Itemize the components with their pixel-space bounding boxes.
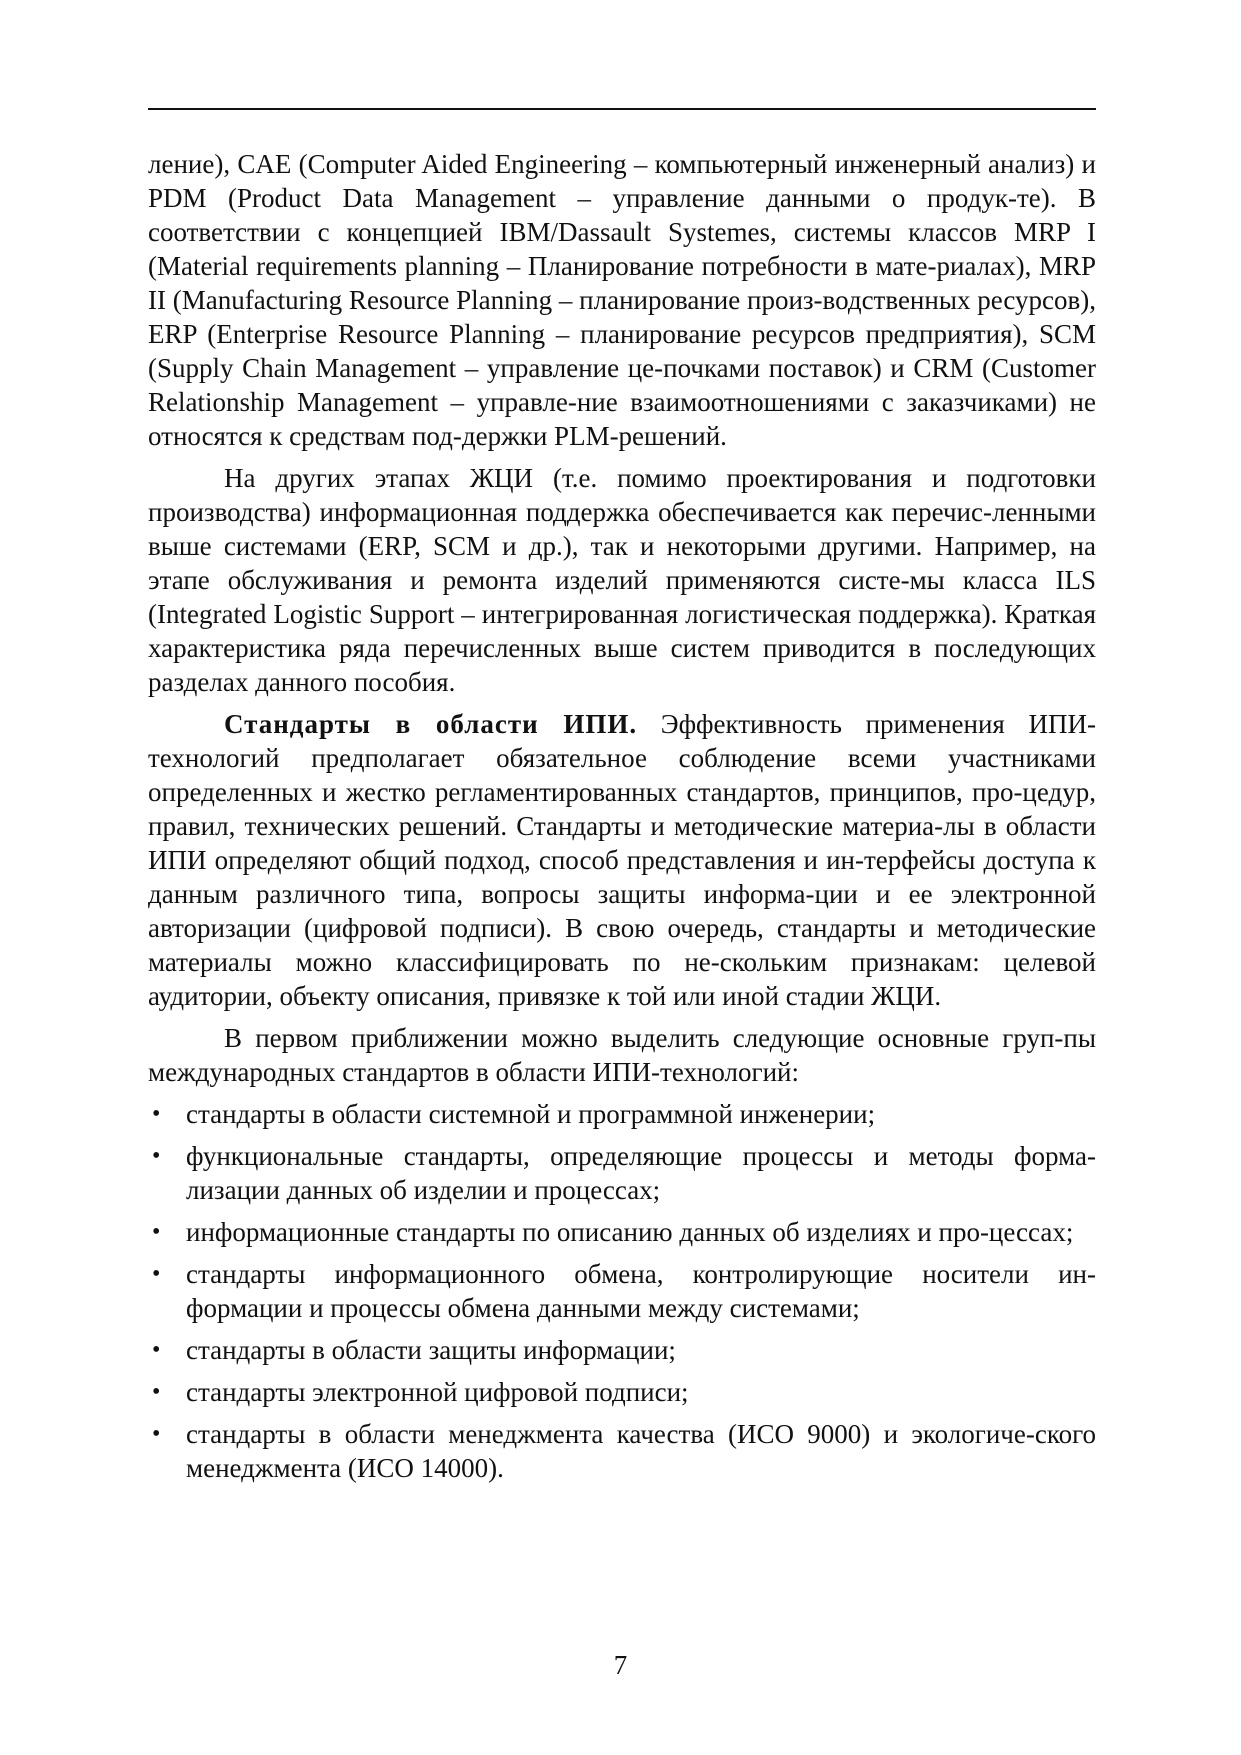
page-number: 7: [613, 1650, 628, 1680]
paragraph-systems-continued: ление), CAE (Computer Aided Engineering – компьютерный инженерный анализ) и PDM (Product Data Management – управление данными о продук-те). В соответствии с концепцией IBM/Dassault Systemes, системы классов MRP I (Material requirements planning – Планирование потребности в мате-риалах), MRP II (Manufacturing Resource Planning – планирование произ-водственных ресурсов), ERP (Enterprise Resource Planning – планирование ресурсов предприятия), SCM (Supply Chain Management – управление це-почками поставок) и CRM (Customer Relationship Management – управле-ние взаимоотношениями с заказчиками) не относятся к средствам под-держки PLM-решений.: [148, 149, 1096, 451]
paragraph-list-intro: В первом приближении можно выделить следующие основные груп-пы международных стандартов в области ИПИ-технологий:: [148, 1023, 1096, 1087]
paragraph-other-stages: На других этапах ЖЦИ (т.е. помимо проектирования и подготовки производства) информационная поддержка обеспечивается как перечис-ленными выше системами (ERP, SCM и др.), так и некоторыми другими. Например, на этапе обслуживания и ремонта изделий применяются систе-мы класса ILS (Integrated Logistic Support – интегрированная логистическая поддержка). Краткая характеристика ряда перечисленных выше систем приводится в последующих разделах данного пособия.: [148, 463, 1096, 697]
list-item: • информационные стандарты по описанию данных об изделиях и про-цессах;: [152, 1217, 1074, 1247]
list-item: • стандарты в области менеджмента качества (ИСО 9000) и экологиче-ского менеджмента (ИСО 14000).: [152, 1419, 1096, 1483]
bullet-icon: •: [152, 1143, 161, 1169]
bullet-icon: •: [152, 1261, 161, 1287]
section-heading: Стандарты в области ИПИ.: [224, 709, 638, 739]
paragraph-standards: [148, 707, 1096, 1013]
bullet-icon: •: [152, 1101, 161, 1127]
list-item: • стандарты информационного обмена, контролирующие носители ин-формации и процессы обмена данными между системами;: [152, 1259, 1096, 1323]
bullet-icon: •: [152, 1337, 161, 1363]
bullet-icon: •: [152, 1219, 161, 1245]
bullet-icon: •: [152, 1379, 161, 1405]
list-item: • функциональные стандарты, определяющие процессы и методы форма-лизации данных об изделии и процессах;: [152, 1141, 1096, 1205]
page-body: [148, 147, 1096, 1493]
list-item: • стандарты электронной цифровой подписи;: [152, 1377, 689, 1407]
header-rule: [148, 108, 1096, 110]
list-item: • стандарты в области системной и программной инженерии;: [152, 1099, 876, 1129]
bullet-icon: •: [152, 1421, 161, 1447]
section-body: Эффективность применения ИПИ-технологий предполагает обязательное соблюдение всеми участниками определенных и жестко регламентированных стандартов, принципов, про-цедур, правил, технических решений. Стандарты и методические материа-лы в области ИПИ определяют общий подход, способ представления и ин-терфейсы доступа к данным различного типа, вопросы защиты информа-ции и ее электронной авторизации (цифровой подписи). В свою очередь, стандарты и методические материалы можно классифицировать по не-скольким признакам: целевой аудитории, объекту описания, привязке к той или иной стадии ЖЦИ.: [148, 709, 1096, 1011]
list-item: • стандарты в области защиты информации;: [152, 1335, 676, 1365]
standards-list: [148, 1097, 1096, 1485]
